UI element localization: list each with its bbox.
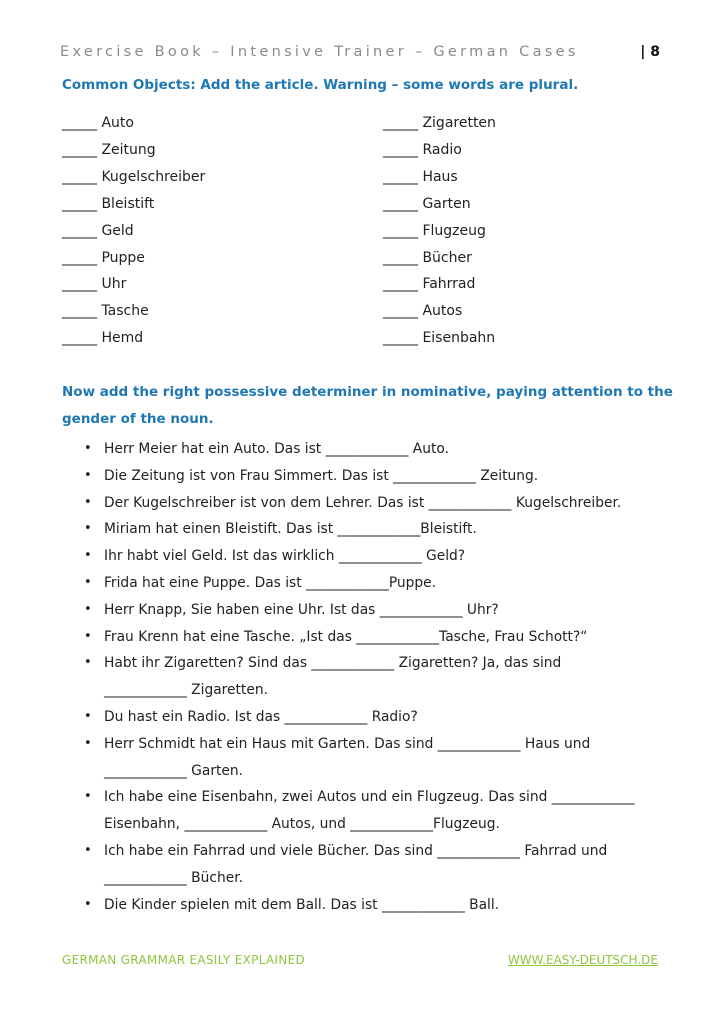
section2-title-line2: gender of the noun. (62, 411, 214, 427)
sentence-continuation: ____________ Zigaretten. (104, 682, 268, 699)
sentence-item (84, 570, 664, 597)
word-item: _____ Puppe (62, 249, 145, 266)
word-item: _____ Eisenbahn (383, 330, 496, 347)
sentence-item (84, 892, 664, 919)
word-item: _____ Haus (383, 168, 458, 185)
sentence-text: Herr Knapp, Sie haben eine Uhr. Ist das ____________ Uhr? (104, 601, 499, 618)
word-item: _____ Bleistift (62, 195, 155, 212)
word-item: _____ Radio (383, 141, 462, 158)
sentence-text: Die Kinder spielen mit dem Ball. Das ist ____________ Ball. (104, 896, 500, 913)
sentence-item (84, 650, 664, 704)
footer-website-link[interactable]: WWW.EASY-DEUTSCH.DE (507, 953, 658, 967)
sentence-continuation: Eisenbahn, ____________ Autos, und ____________Flugzeug. (104, 816, 500, 833)
sentence-item (84, 463, 664, 490)
word-item: _____ Fahrrad (383, 276, 476, 293)
sentence-text: Der Kugelschreiber ist von dem Lehrer. Das ist ____________ Kugelschreiber. (104, 494, 622, 511)
word-item: _____ Autos (383, 303, 463, 320)
sentence-text: Herr Meier hat ein Auto. Das ist ____________ Auto. (104, 441, 449, 457)
word-item: _____ Kugelschreiber (62, 168, 206, 185)
header-title: Exercise Book – Intensive Trainer – German Cases (60, 44, 579, 60)
sentence-text: Frida hat eine Puppe. Das ist ____________Puppe. (104, 574, 437, 591)
sentence-item (84, 784, 664, 838)
word-item: _____ Zigaretten (383, 115, 496, 131)
page-number: | 8 (640, 44, 660, 60)
word-item: _____ Uhr (62, 276, 127, 293)
section2-title-line1: Now add the right possessive determiner in nominative, paying attention to the (62, 384, 673, 400)
word-item: _____ Auto (62, 115, 134, 131)
section1-title: Common Objects: Add the article. Warning – some words are plural. (62, 77, 579, 93)
sentence-text: Frau Krenn hat eine Tasche. „Ist das ____________Tasche, Frau Schott?“ (104, 628, 588, 645)
sentence-item (84, 731, 664, 785)
sentence-text: Ich habe eine Eisenbahn, zwei Autos und ein Flugzeug. Das sind ____________ (104, 789, 635, 806)
sentence-continuation: ____________ Bücher. (104, 869, 243, 886)
sentence-continuation: ____________ Garten. (104, 762, 244, 779)
sentence-text: Miriam hat einen Bleistift. Das ist ____________Bleistift. (104, 521, 477, 538)
sentence-list (84, 436, 664, 918)
word-item: _____ Garten (383, 195, 471, 212)
word-item: _____ Hemd (62, 330, 144, 347)
sentence-text: Ich habe ein Fahrrad und viele Bücher. Das sind ____________ Fahrrad und (104, 842, 608, 859)
sentence-text: Herr Schmidt hat ein Haus mit Garten. Das sind ____________ Haus und (104, 735, 591, 752)
page-header (60, 44, 660, 64)
sentence-item (84, 436, 664, 463)
sentence-text: Du hast ein Radio. Ist das ____________ Radio? (104, 708, 418, 725)
word-item: _____ Bücher (383, 249, 472, 266)
sentence-text: Habt ihr Zigaretten? Sind das ____________ Zigaretten? Ja, das sind (104, 655, 562, 672)
word-item: _____ Tasche (62, 303, 149, 320)
word-item: _____ Geld (62, 222, 134, 239)
sentence-text: Die Zeitung ist von Frau Simmert. Das ist ____________ Zeitung. (104, 467, 539, 484)
sentence-item (84, 838, 664, 892)
sentence-item (84, 624, 664, 651)
footer-tagline: GERMAN GRAMMAR EASILY EXPLAINED (62, 953, 306, 967)
word-item: _____ Zeitung (62, 141, 156, 158)
sentence-item (84, 704, 664, 731)
sentence-item (84, 597, 664, 624)
sentence-item (84, 490, 664, 517)
sentence-item (84, 516, 664, 543)
sentence-item (84, 543, 664, 570)
word-item: _____ Flugzeug (383, 222, 486, 239)
sentence-text: Ihr habt viel Geld. Ist das wirklich ____________ Geld? (104, 548, 466, 565)
